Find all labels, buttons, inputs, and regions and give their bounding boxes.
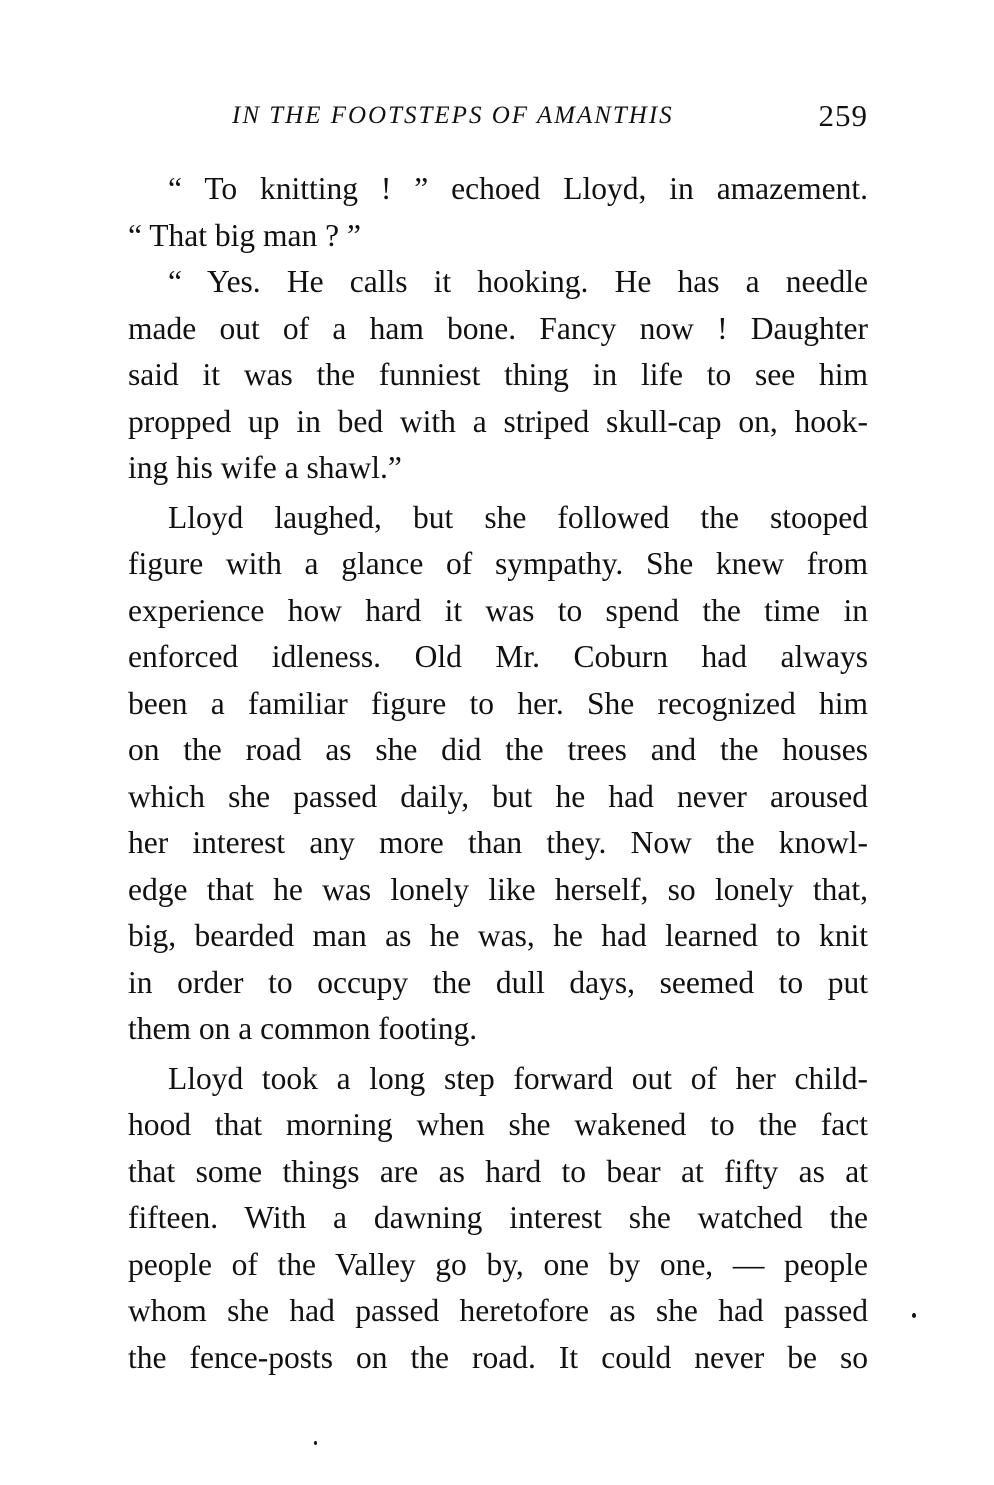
text-line: big, bearded man as he was, he had learned to knit xyxy=(128,918,868,953)
paragraph-4 xyxy=(128,1056,868,1382)
text-line: “ That big man ? ” xyxy=(128,217,361,253)
margin-speck xyxy=(314,1441,317,1445)
text-line: in order to occupy the dull days, seemed to put xyxy=(128,964,868,1000)
paragraph-2 xyxy=(128,259,868,492)
paragraph-3 xyxy=(128,495,868,1053)
text-line: people of the Valley go by, one by one, — people xyxy=(128,1246,868,1282)
text-line: on the road as she did the trees and the houses xyxy=(128,732,868,767)
paragraph-1 xyxy=(128,166,868,259)
text-line: Lloyd laughed, but she followed the stooped xyxy=(168,499,868,535)
text-line: fifteen. With a dawning interest she watched the xyxy=(128,1200,868,1235)
text-line: “ Yes. He calls it hooking. He has a needle xyxy=(168,264,868,299)
text-line: the fence-posts on the road. It could never be so xyxy=(128,1339,868,1375)
text-line: propped up in bed with a striped skull-cap on, hook- xyxy=(128,403,868,439)
body-text xyxy=(128,166,868,1381)
text-line: enforced idleness. Old Mr. Coburn had always xyxy=(128,639,868,674)
text-line: been a familiar figure to her. She recognized him xyxy=(128,685,868,721)
text-line: ing his wife a shawl.” xyxy=(128,450,402,485)
text-line: that some things are as hard to bear at fifty as at xyxy=(128,1153,868,1189)
text-line: experience how hard it was to spend the time in xyxy=(128,592,868,628)
text-line: figure with a glance of sympathy. She knew from xyxy=(128,546,868,581)
text-line: “ To knitting ! ” echoed Lloyd, in amazement. xyxy=(168,171,868,206)
text-line: which she passed daily, but he had never aroused xyxy=(128,778,868,814)
text-line: said it was the funniest thing in life to see him xyxy=(128,357,868,392)
text-line: her interest any more than they. Now the knowl- xyxy=(128,825,868,860)
running-title: IN THE FOOTSTEPS OF AMANTHIS xyxy=(232,102,674,129)
text-line: them on a common footing. xyxy=(128,1011,478,1046)
margin-speck xyxy=(912,1313,916,1318)
text-line: Lloyd took a long step forward out of her child- xyxy=(168,1060,868,1096)
text-line: edge that he was lonely like herself, so lonely that, xyxy=(128,871,868,907)
text-line: made out of a ham bone. Fancy now ! Daughter xyxy=(128,310,868,346)
running-head xyxy=(128,98,868,142)
page-number: 259 xyxy=(818,98,868,133)
text-line: whom she had passed heretofore as she had passed xyxy=(128,1293,868,1328)
text-line: hood that morning when she wakened to the fact xyxy=(128,1107,868,1142)
